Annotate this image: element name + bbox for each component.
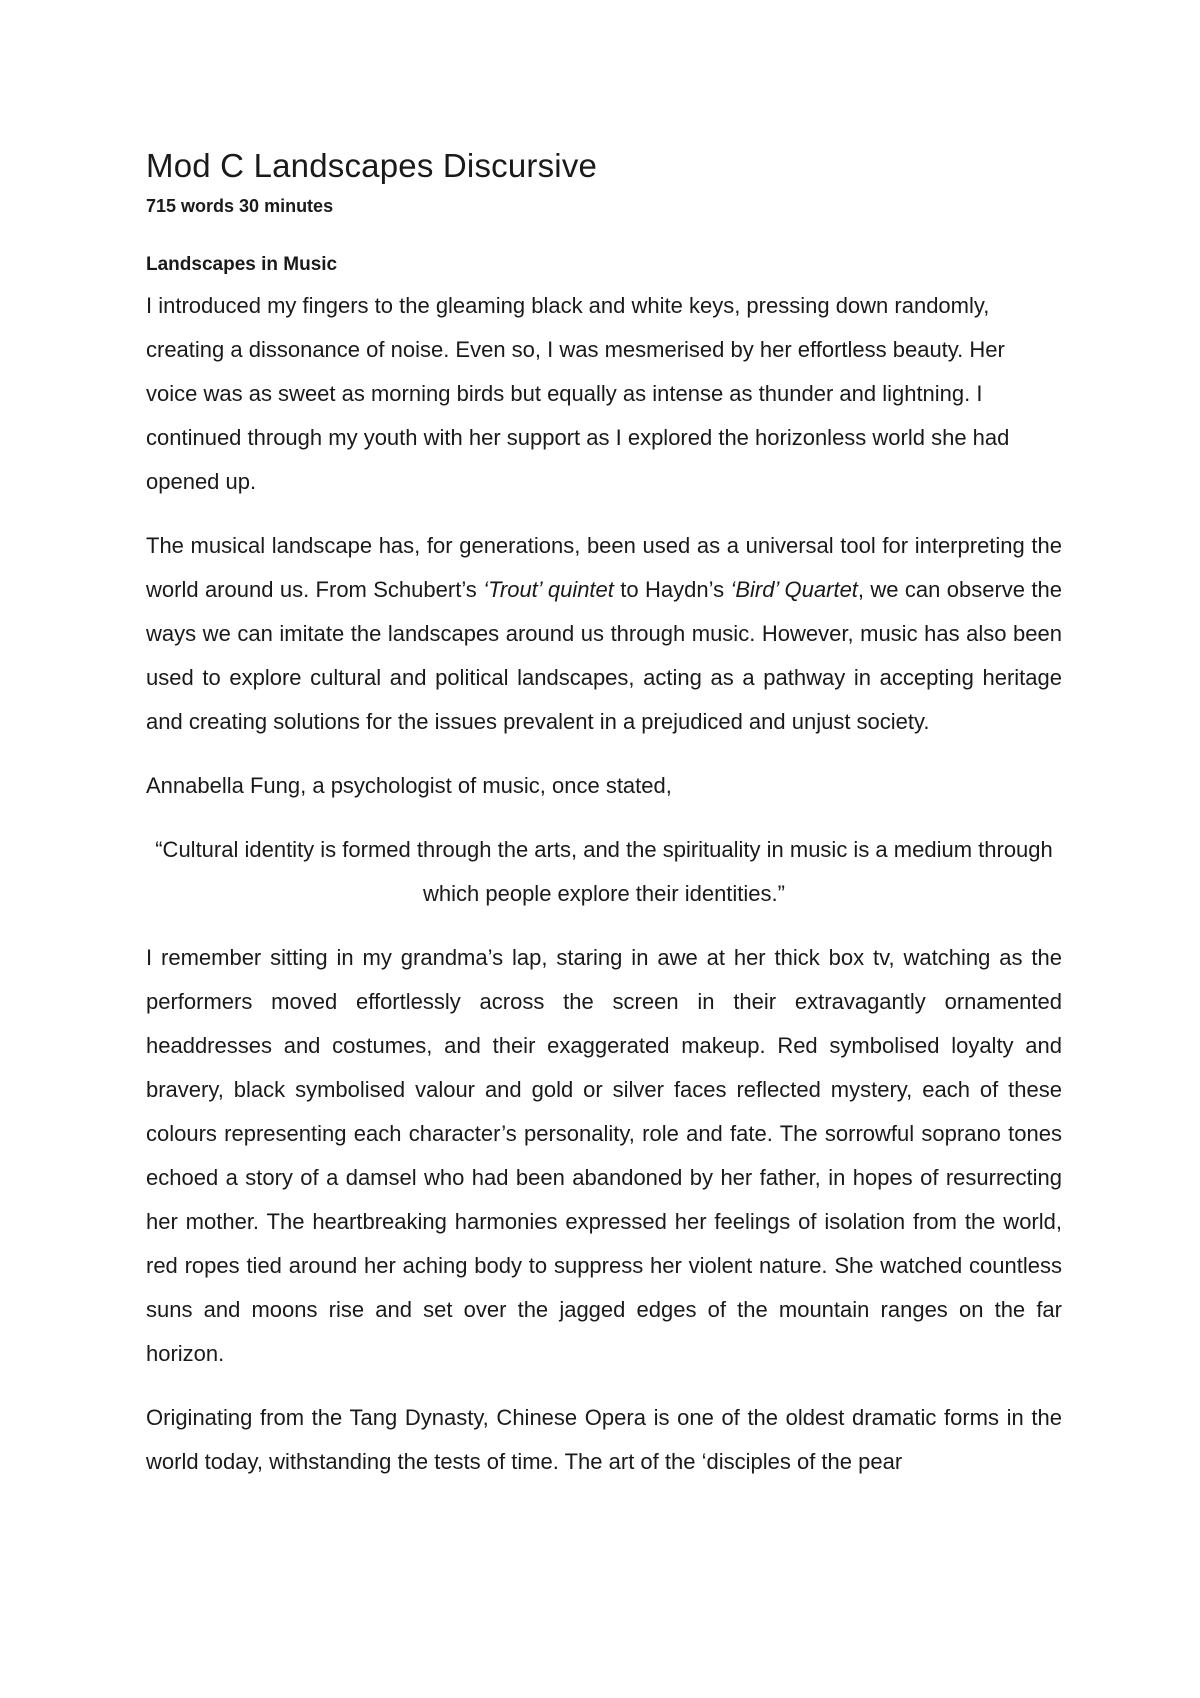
document-content: [146, 146, 1062, 1484]
paragraph-text: , we can observe the ways we can imitate the landscapes around us through music. However, music has also been used to explore cultural and political landscapes, acting as a pathway in accepting heritage and creating solutions for the issues prevalent in a prejudiced and unjust society.: [146, 577, 1062, 734]
paragraph-grandma-memory: I remember sitting in my grandma’s lap, staring in awe at her thick box tv, watching as the performers moved effortlessly across the screen in their extravagantly ornamented headdresses and costumes, and their exaggerated makeup. Red symbolised loyalty and bravery, black symbolised valour and gold or silver faces reflected mystery, each of these colours representing each character’s personality, role and fate. The sorrowful soprano tones echoed a story of a damsel who had been abandoned by her father, in hopes of resurrecting her mother. The heartbreaking harmonies expressed her feelings of isolation from the world, red ropes tied around her aching body to suppress her violent nature. She watched countless suns and moons rise and set over the jagged edges of the mountain ranges on the far horizon.: [146, 945, 1062, 1366]
paragraph-text: to Haydn’s: [613, 577, 731, 602]
paragraph-intro: I introduced my fingers to the gleaming black and white keys, pressing down randomly, creating a dissonance of noise. Even so, I was mesmerised by her effortless beauty. Her voice was as sweet as morning birds but equally as intense as thunder and lightning. I continued through my youth with her support as I explored the horizonless world she had opened up.: [146, 293, 1010, 494]
paragraph-quote-intro: Annabella Fung, a psychologist of music, once stated,: [146, 773, 672, 798]
paragraph-text: The musical landscape has, for generations, been used as a universal tool for interpreting the world around us. From Schubert’s: [146, 533, 1062, 602]
section-heading: Landscapes in Music: [146, 254, 338, 275]
bird-quartet-title: ‘Bird’ Quartet: [730, 577, 858, 602]
block-quote: “Cultural identity is formed through the arts, and the spirituality in music is a medium through which people explore their identities.”: [155, 837, 1053, 906]
trout-quintet-title: ‘Trout’ quintet: [483, 577, 614, 602]
paragraph-chinese-opera: Originating from the Tang Dynasty, Chinese Opera is one of the oldest dramatic forms in the world today, withstanding the tests of time. The art of the ‘disciples of the pear: [146, 1405, 1062, 1474]
document-title: Mod C Landscapes Discursive: [146, 147, 598, 184]
paragraph-musical-landscape: [146, 524, 1062, 744]
word-count-meta: 715 words 30 minutes: [146, 196, 334, 216]
